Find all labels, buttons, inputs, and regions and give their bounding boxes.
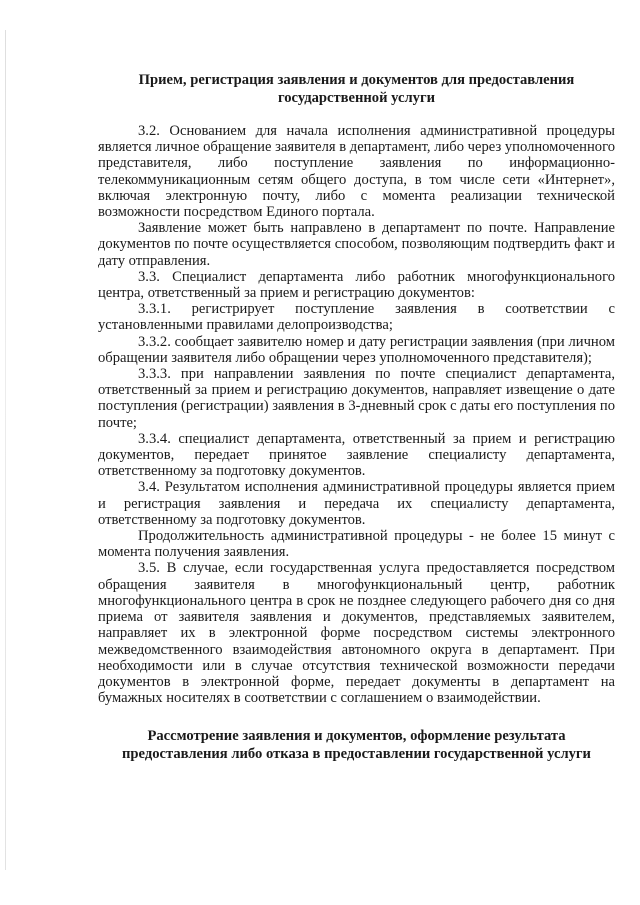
paragraph-3-3: 3.3. Специалист департамента либо работник многофункционального центра, ответственный за прием и регистрацию документов: [98, 268, 615, 302]
scan-edge-mark [5, 30, 6, 870]
paragraph-3-4: 3.4. Результатом исполнения административной процедуры является прием и регистрация заявления и передача их специалисту департамента, ответственному за подготовку документов. [98, 479, 615, 528]
paragraph-mail-submission: Заявление может быть направлено в департамент по почте. Направление документов по почте осуществляется способом, позволяющим подтвердить факт и дату отправления. [98, 220, 615, 269]
paragraph-3-2: 3.2. Основанием для начала исполнения административной процедуры является личное обращение заявителя в департамент, либо через уполномоченного представителя, либо поступление заявления по информационно-телекоммуникационным сетям общего доступа, в том числе сети «Интернет», включая электронную почту, либо с момента реализации технической возможности посредством Единого портала. [98, 123, 615, 221]
section-heading-reception: Прием, регистрация заявления и документов для предоставления государственной услуги [138, 72, 575, 106]
document-page [98, 72, 615, 763]
section-heading-review: Рассмотрение заявления и документов, оформление результата предоставления либо отказа в предоставлении государственной услуги [122, 728, 591, 762]
paragraph-3-5: 3.5. В случае, если государственная услуга предоставляется посредством обращения заявителя в многофункциональный центр, работник многофункционального центра в срок не позднее следующего рабочего дня со дня приема от заявителя заявления и документов, представляемых заявителем, направляет их в электронной форме посредством системы электронного межведомственного взаимодействия автономного округа в департамент. При необходимости или в случае отсутствия технической возможности передачи документов в электронной форме, передает документы в департамент на бумажных носителях в соответствии с соглашением о взаимодействии. [98, 560, 615, 707]
paragraph-3-3-1: 3.3.1. регистрирует поступление заявления в соответствии с установленными правилами делопроизводства; [98, 301, 615, 334]
paragraph-3-3-3: 3.3.3. при направлении заявления по почте специалист департамента, ответственный за прием и регистрацию документов, направляет извещение о дате поступления (регистрации) заявления в 3-дневный срок с даты его поступления по почте; [98, 366, 615, 431]
paragraph-3-3-4: 3.3.4. специалист департамента, ответственный за прием и регистрацию документов, передает принятое заявление специалисту департамента, ответственному за подготовку документов. [98, 430, 615, 480]
paragraph-3-3-2: 3.3.2. сообщает заявителю номер и дату регистрации заявления (при личном обращении заявителя либо обращении через уполномоченного представителя); [98, 333, 615, 366]
paragraph-duration: Продолжительность административной процедуры - не более 15 минут с момента получения заявления. [98, 528, 615, 561]
